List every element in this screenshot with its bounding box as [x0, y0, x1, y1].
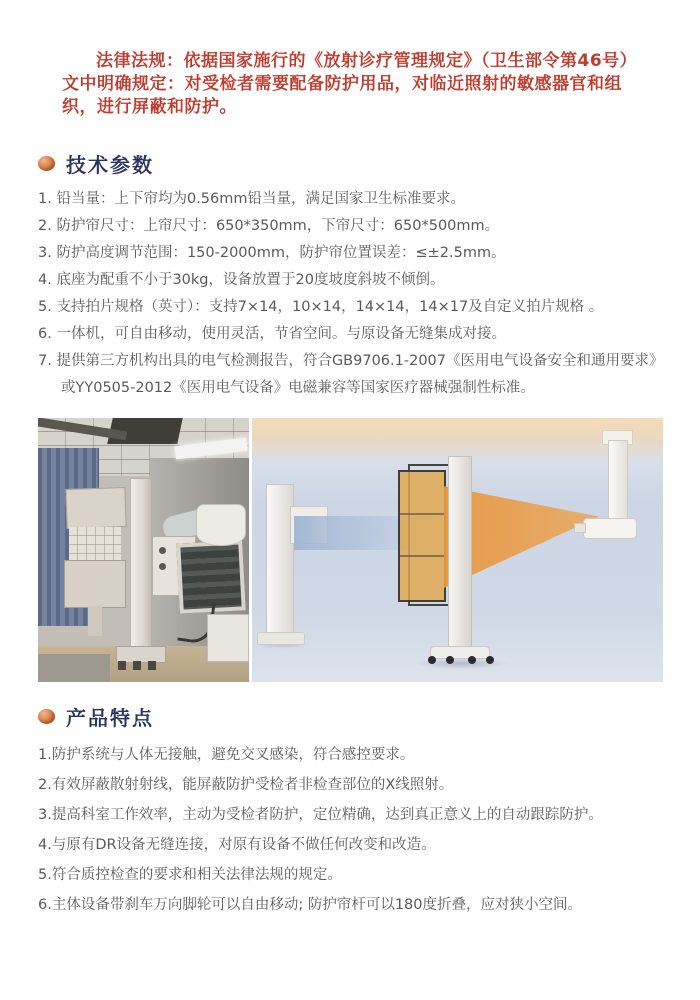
stand-leg: [88, 606, 102, 636]
caster-wheel: [428, 656, 436, 664]
protection-base: [430, 646, 490, 659]
section-title-features: 产品特点: [66, 706, 154, 730]
list-item: 1. 铅当量：上下帘均为0.56mm铅当量，满足国家卫生标准要求。: [38, 191, 465, 207]
section-title-tech: 技术参数: [66, 153, 154, 177]
protective-panel-upper: [65, 487, 126, 529]
xray-tube-head: [583, 518, 637, 539]
mesh-curtain: [69, 527, 121, 560]
console-knob: [159, 547, 166, 554]
list-item: 4.与原有DR设备无缝连接，对原有设备不做任何改变和改造。: [38, 837, 436, 853]
list-item: 2.有效屏蔽散射射线，能屏蔽防护受检者非检查部位的X线照射。: [38, 777, 454, 793]
installation-photo: [38, 418, 249, 682]
legal-notice: 法律法规：依据国家施行的《放射诊疗管理规定》（卫生部令第46号）文中明确规定：对受检者需要配备防护用品，对临近照射的敏感器官和组织，进行屏蔽和防护。: [62, 51, 629, 117]
console-knob: [159, 563, 166, 570]
lift-column: [130, 478, 152, 650]
caster-wheels: [118, 661, 162, 670]
list-item: 5.符合质控检查的要求和相关法律法规的规定。: [38, 867, 342, 883]
lead-curtain-panel: [398, 470, 446, 602]
protective-panel-lower: [64, 560, 126, 608]
detector-foot: [257, 632, 305, 645]
list-item: 5. 支持拍片规格（英寸）：支持7×14，10×14，14×14，14×17及自定义拍片规格 。: [38, 299, 604, 315]
section-header-tech: [38, 149, 154, 178]
list-item: 1.防护系统与人体无接触，避免交叉感染，符合感控要求。: [38, 747, 415, 763]
list-item: 6.主体设备带刹车万向脚轮可以自由移动; 防护帘杆可以180度折叠，应对狭小空间。: [38, 897, 583, 913]
protection-column: [448, 456, 472, 650]
caster-wheel: [486, 656, 494, 664]
caster-wheel: [446, 656, 454, 664]
figure-row: [38, 418, 663, 682]
orange-bullet-icon: [38, 709, 55, 724]
section-header-features: [38, 702, 154, 731]
list-item: 2. 防护帘尺寸：上帘尺寸：650*350mm，下帘尺寸：650*500mm。: [38, 218, 500, 234]
list-item: 3.提高科室工作效率，主动为受检者防护，定位精确，达到真正意义上的自动跟踪防护。: [38, 807, 603, 823]
equipment-drum: [196, 504, 246, 546]
floor-shadow: [38, 654, 110, 682]
tech-parameter-list: [38, 186, 666, 402]
schematic-render: [252, 418, 663, 682]
tube-column: [608, 440, 628, 526]
list-item: 4. 底座为配重不小于30kg，设备放置于20度坡度斜坡不倾倒。: [38, 272, 445, 288]
list-item: 3. 防护高度调节范围：150-2000mm，防护帘位置误差：≤±2.5mm。: [38, 245, 506, 261]
caster-wheel: [468, 656, 476, 664]
side-cabinet: [207, 614, 249, 662]
list-item: 6. 一体机，可自由移动，使用灵活，节省空间。与原设备无缝集成对接。: [38, 326, 506, 342]
list-item: 7. 提供第三方机构出具的电气检测报告，符合GB9706.1-2007《医用电气设备安全和通用要求》或YY0505-2012《医用电气设备》电磁兼容等国家医疗器械强制性标准。: [38, 353, 664, 396]
collimator-tip: [574, 523, 586, 533]
product-feature-list: [38, 740, 666, 920]
orange-bullet-icon: [38, 156, 55, 171]
